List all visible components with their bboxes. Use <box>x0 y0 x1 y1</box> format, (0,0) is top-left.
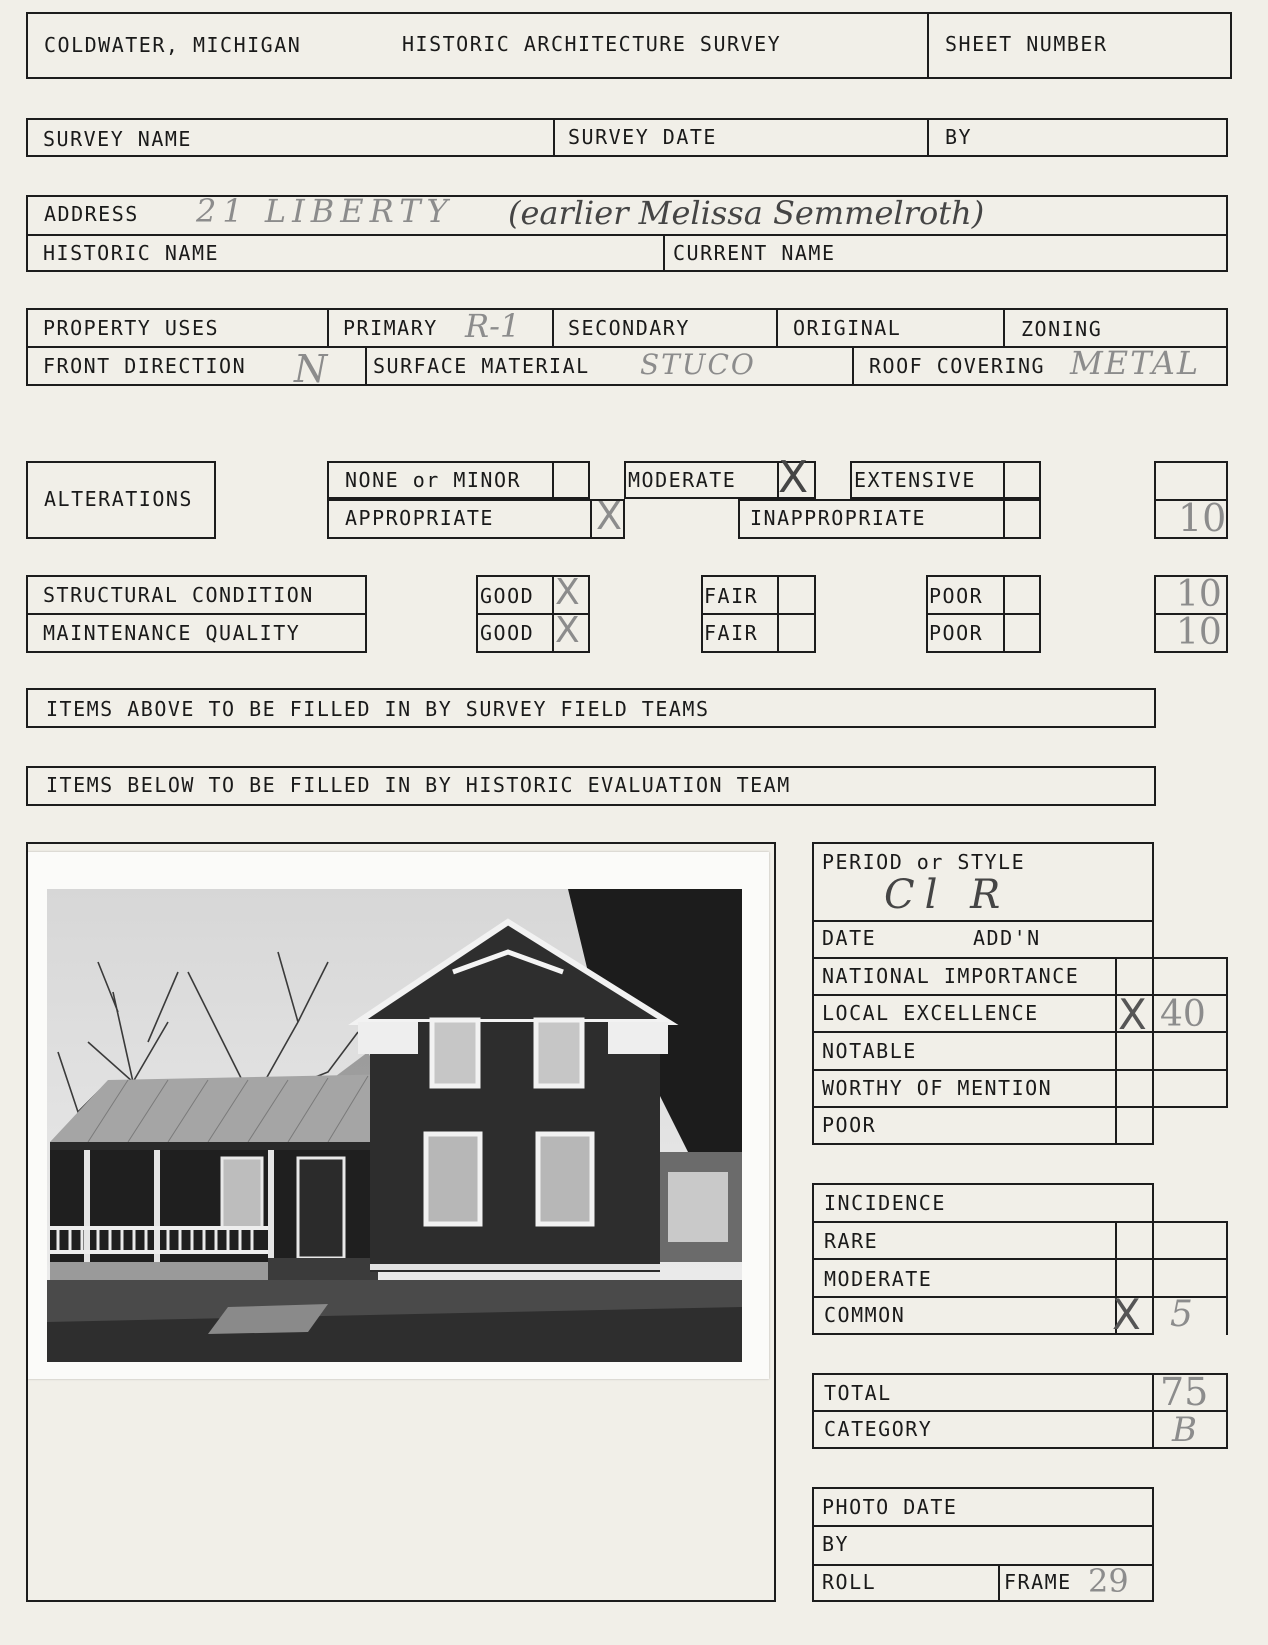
eval-score-right <box>1226 957 1228 1106</box>
totals-score-divider <box>1152 1373 1154 1449</box>
condition-label-divider <box>26 613 365 615</box>
eval-check-column <box>1115 957 1117 1144</box>
surface-material-label: SURFACE MATERIAL <box>373 354 590 378</box>
alterations-score: 10 <box>1178 496 1227 540</box>
local-excellence-label: LOCAL EXCELLENCE <box>822 1001 1039 1025</box>
survey-row-left <box>26 118 28 157</box>
appropriate-mark: X <box>596 494 623 538</box>
structural-score: 10 <box>1176 574 1222 615</box>
address-value: 21 LIBERTY <box>196 192 454 230</box>
none-minor-checkcell <box>552 461 554 499</box>
maintenance-label: MAINTENANCE QUALITY <box>43 621 301 645</box>
appropriate-checkcell <box>590 499 592 539</box>
photo-date-label: PHOTO DATE <box>822 1495 958 1519</box>
notice-below: ITEMS BELOW TO BE FILLED IN BY HISTORIC EVALUATION TEAM <box>46 773 791 797</box>
survey-row-div1 <box>553 118 555 157</box>
incidence-score-right <box>1226 1221 1228 1335</box>
property-div-5 <box>365 346 367 386</box>
inappropriate-label: INAPPROPRIATE <box>750 506 927 530</box>
national-importance-label: NATIONAL IMPORTANCE <box>822 964 1080 988</box>
appropriate-label: APPROPRIATE <box>345 506 494 530</box>
incidence-right-upper <box>1152 1183 1154 1221</box>
secondary-label: SECONDARY <box>568 316 690 340</box>
roll-label: ROLL <box>822 1570 877 1594</box>
primary-value: R-1 <box>465 307 521 345</box>
historic-name-label: HISTORIC NAME <box>43 241 220 265</box>
structural-mark: X <box>555 572 580 613</box>
eval-row-2 <box>812 957 1228 959</box>
moderate-mark: X <box>778 452 809 503</box>
incidence-row-2 <box>812 1258 1228 1260</box>
frame-label: FRAME <box>1004 1570 1072 1594</box>
eval-left <box>812 842 814 1144</box>
incidence-bottom <box>812 1333 1154 1335</box>
fair-label-1: FAIR <box>704 584 759 608</box>
eval-row-1 <box>812 920 1154 922</box>
photo-info-frame-divider <box>998 1564 1000 1602</box>
rare-label: RARE <box>824 1229 879 1253</box>
survey-name-label: SURVEY NAME <box>43 127 192 151</box>
fair-label-2: FAIR <box>704 621 759 645</box>
eval-right-upper <box>1152 842 1154 1144</box>
poor-divider <box>926 613 1039 615</box>
front-direction-value: N <box>294 347 328 391</box>
inappropriate-checkcell <box>1003 499 1005 539</box>
none-minor-label: NONE or MINOR <box>345 468 522 492</box>
property-row-divider <box>26 346 1226 348</box>
poor-checkcell <box>1003 575 1005 653</box>
survey-row-div2 <box>927 118 929 157</box>
common-mark: X <box>1112 1290 1141 1339</box>
property-div-1 <box>327 308 329 346</box>
incidence-moderate-label: MODERATE <box>824 1267 933 1291</box>
incidence-top <box>812 1183 1154 1185</box>
good-checkcell <box>552 575 554 653</box>
survey-date-label: SURVEY DATE <box>568 125 717 149</box>
structural-label: STRUCTURAL CONDITION <box>43 583 314 607</box>
roof-covering-label: ROOF COVERING <box>869 354 1046 378</box>
frame-value: 29 <box>1088 1562 1129 1600</box>
house-photo <box>28 852 769 1379</box>
fair-divider <box>701 613 814 615</box>
total-label: TOTAL <box>824 1381 892 1405</box>
incidence-score-divider <box>1152 1221 1154 1335</box>
sheet-number-label: SHEET NUMBER <box>945 32 1108 56</box>
eval-row-6 <box>812 1106 1228 1108</box>
category-value: B <box>1172 1410 1197 1450</box>
fair-checkcell <box>777 575 779 653</box>
property-div-3 <box>776 308 778 346</box>
poor-label-1: POOR <box>929 584 984 608</box>
notable-label: NOTABLE <box>822 1039 917 1063</box>
incidence-row-3 <box>812 1296 1228 1298</box>
extensive-label: EXTENSIVE <box>854 468 976 492</box>
survey-row-right <box>1226 118 1228 157</box>
survey-by-label: BY <box>945 125 973 149</box>
maintenance-mark: X <box>555 610 580 651</box>
survey-title: HISTORIC ARCHITECTURE SURVEY <box>402 32 782 56</box>
property-div-2 <box>552 308 554 346</box>
property-div-4 <box>1003 308 1005 346</box>
incidence-row-1 <box>812 1221 1228 1223</box>
city-label: COLDWATER, MICHIGAN <box>44 33 302 57</box>
total-value: 75 <box>1160 1370 1209 1414</box>
property-div-6 <box>852 346 854 386</box>
photo-by-label: BY <box>822 1532 850 1556</box>
local-excellence-score: 40 <box>1160 994 1206 1035</box>
header-divider <box>927 12 929 79</box>
eval-row-5 <box>812 1069 1228 1071</box>
date-label: DATE <box>822 926 877 950</box>
good-label-2: GOOD <box>480 621 535 645</box>
original-label: ORIGINAL <box>793 316 902 340</box>
house-photo-image <box>28 852 769 1379</box>
roof-covering-value: METAL <box>1070 344 1201 382</box>
extensive-checkcell <box>1003 461 1005 499</box>
eval-poor-label: POOR <box>822 1113 877 1137</box>
category-label: CATEGORY <box>824 1417 933 1441</box>
good-label-1: GOOD <box>480 584 535 608</box>
name-divider <box>663 234 665 272</box>
surface-material-value: STUCO <box>640 348 756 381</box>
address-row-divider <box>26 234 1226 236</box>
common-score: 5 <box>1170 1294 1193 1335</box>
address-label: ADDRESS <box>44 202 139 226</box>
local-excellence-mark: X <box>1118 990 1147 1039</box>
survey-row-top <box>26 118 1228 120</box>
primary-label: PRIMARY <box>343 316 438 340</box>
current-name-label: CURRENT NAME <box>673 241 836 265</box>
period-value: Cl R <box>884 872 1011 918</box>
eval-bottom <box>812 1143 1154 1145</box>
zoning-label: ZONING <box>1021 317 1103 341</box>
property-uses-label: PROPERTY USES <box>43 316 220 340</box>
worthy-label: WORTHY OF MENTION <box>822 1076 1053 1100</box>
incidence-label: INCIDENCE <box>824 1191 946 1215</box>
moderate-label: MODERATE <box>628 468 737 492</box>
photo-info-row-1 <box>812 1525 1152 1527</box>
address-note: (earlier Melissa Semmelroth) <box>508 194 985 232</box>
period-style-label: PERIOD or STYLE <box>822 850 1026 874</box>
poor-label-2: POOR <box>929 621 984 645</box>
notice-above: ITEMS ABOVE TO BE FILLED IN BY SURVEY FIELD TEAMS <box>46 697 710 721</box>
maintenance-score: 10 <box>1176 612 1222 653</box>
front-direction-label: FRONT DIRECTION <box>43 354 247 378</box>
common-label: COMMON <box>824 1303 906 1327</box>
addn-label: ADD'N <box>973 926 1041 950</box>
eval-top <box>812 842 1154 844</box>
survey-row-bottom <box>26 155 1228 157</box>
alterations-label: ALTERATIONS <box>44 487 193 511</box>
